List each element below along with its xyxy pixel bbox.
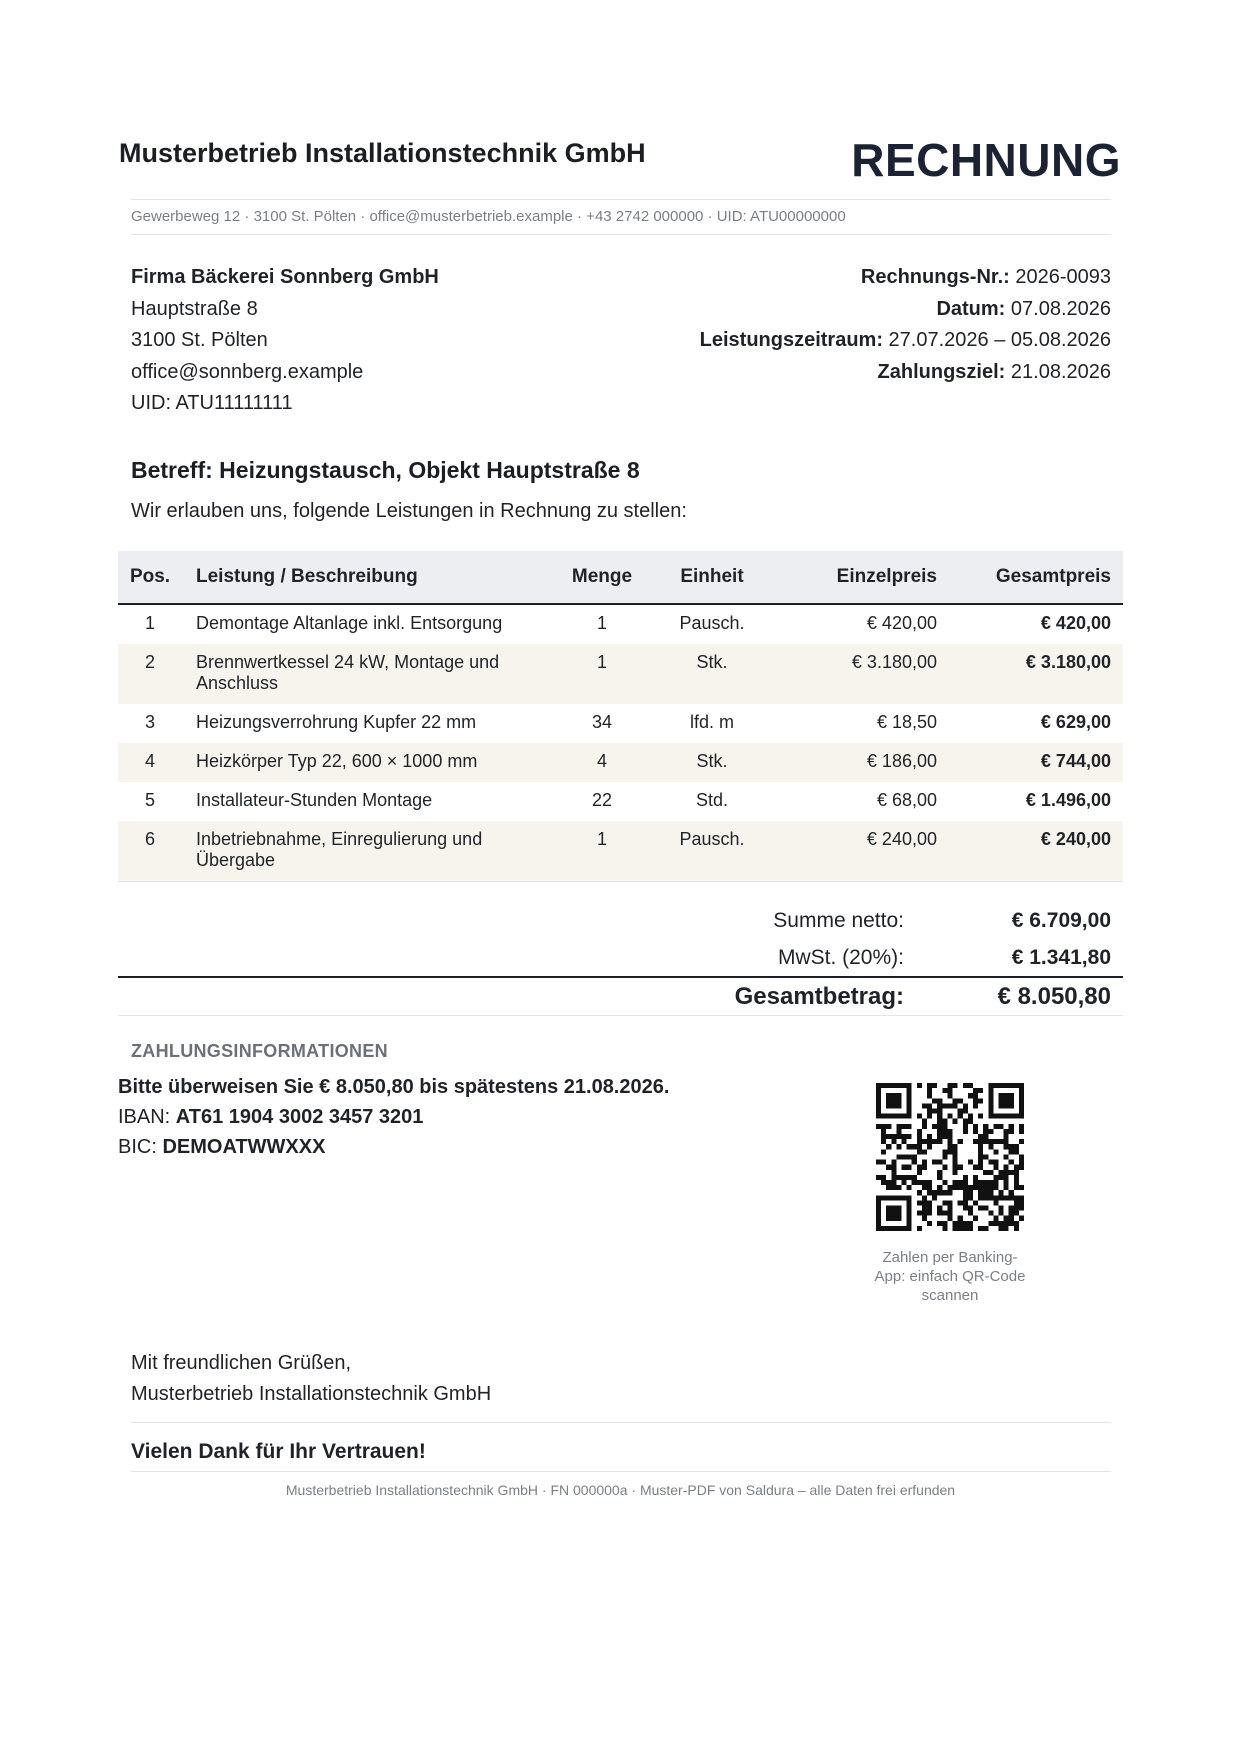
row-unit: Stk. bbox=[657, 743, 767, 782]
table-row bbox=[118, 782, 1123, 821]
row-total: € 744,00 bbox=[939, 743, 1123, 782]
payment-details bbox=[118, 1072, 669, 1162]
col-header-description: Leistung / Beschreibung bbox=[182, 551, 547, 604]
closing-divider bbox=[131, 1422, 1111, 1423]
row-description-text: Brennwertkessel 24 kW, Montage und Anschluss bbox=[196, 652, 500, 693]
row-quantity: 1 bbox=[596, 613, 607, 633]
table-header-row bbox=[118, 551, 1123, 604]
row-description-text: Inbetriebnahme, Einregulierung und Übergabe bbox=[196, 829, 483, 870]
row-total: € 1.496,00 bbox=[1025, 790, 1111, 810]
payment-instruction: Bitte überweisen Sie € 8.050,80 bis spätestens 21.08.2026. bbox=[118, 1076, 670, 1098]
payment-due-label: Zahlungsziel: bbox=[877, 360, 1006, 383]
col-header-unit: Einheit bbox=[657, 551, 767, 604]
row-description: Installateur-Stunden Montage bbox=[196, 790, 433, 810]
closing-block bbox=[131, 1348, 491, 1410]
row-unit: Stk. bbox=[657, 644, 767, 704]
col-header-quantity: Menge bbox=[547, 551, 657, 604]
recipient-uid: UID: ATU11111111 bbox=[131, 392, 293, 414]
service-period-label: Leistungszeitraum: bbox=[699, 329, 883, 351]
row-quantity: 1 bbox=[547, 821, 657, 882]
grand-total-divider bbox=[118, 976, 1123, 978]
row-description bbox=[182, 821, 547, 882]
invoice-number-row bbox=[700, 262, 1111, 294]
iban-value: AT61 1904 3002 3457 3201 bbox=[175, 1106, 424, 1128]
footer-divider bbox=[131, 1471, 1111, 1472]
row-quantity: 4 bbox=[547, 743, 657, 782]
service-period-row bbox=[700, 325, 1111, 357]
recipient-street: Hauptstraße 8 bbox=[131, 297, 258, 320]
table-row bbox=[118, 604, 1123, 644]
row-total: € 420,00 bbox=[1040, 613, 1111, 633]
bic-value: DEMOATWWXXX bbox=[162, 1136, 326, 1158]
invoice-date-row bbox=[700, 294, 1111, 326]
col-header-pos: Pos. bbox=[118, 551, 182, 604]
vat-value: € 1.341,80 bbox=[1011, 946, 1111, 969]
bic-row bbox=[118, 1132, 669, 1162]
row-unit: Pausch. bbox=[657, 821, 767, 882]
row-pos: 2 bbox=[118, 644, 182, 704]
payment-qr-code bbox=[876, 1083, 1024, 1231]
service-period: 27.07.2026 – 05.08.2026 bbox=[883, 329, 1111, 351]
table-row bbox=[118, 644, 1123, 704]
row-unit: lfd. m bbox=[689, 712, 734, 732]
row-pos: 3 bbox=[144, 712, 155, 732]
grand-total-value: € 8.050,80 bbox=[997, 983, 1111, 1010]
row-unit-price: € 240,00 bbox=[767, 821, 939, 882]
row-description: Heizkörper Typ 22, 600 × 1000 mm bbox=[182, 743, 547, 782]
sender-address-line: Gewerbeweg 12 · 3100 St. Pölten · office@musterbetrieb.example · +43 2742 000000 · UID: ATU00000000 bbox=[131, 208, 846, 225]
vat-label: MwSt. (20%): bbox=[777, 946, 904, 969]
line-items-table bbox=[118, 551, 1123, 882]
closing-greeting: Mit freundlichen Grüßen, bbox=[131, 1352, 352, 1374]
closing-signature: Musterbetrieb Installationstechnik GmbH bbox=[131, 1383, 492, 1405]
table-row bbox=[118, 743, 1123, 782]
row-unit-price: € 420,00 bbox=[866, 613, 937, 633]
qr-code-caption: Zahlen per Banking-App: einfach QR-Code scannen bbox=[874, 1249, 1026, 1304]
row-pos: 6 bbox=[118, 821, 182, 882]
row-unit-price: € 3.180,00 bbox=[767, 644, 939, 704]
payment-info-heading: ZAHLUNGSINFORMATIONEN bbox=[131, 1041, 388, 1061]
row-quantity: 1 bbox=[547, 644, 657, 704]
recipient-city: 3100 St. Pölten bbox=[131, 329, 268, 351]
recipient-name: Firma Bäckerei Sonnberg GmbH bbox=[131, 266, 439, 288]
footer-legal-line: Musterbetrieb Installationstechnik GmbH · FN 000000a · Muster-PDF von Saldura – alle Daten frei erfunden bbox=[285, 1482, 956, 1498]
payment-due-row bbox=[700, 357, 1111, 389]
row-total: € 629,00 bbox=[1040, 712, 1111, 732]
thank-you-note: Vielen Dank für Ihr Vertrauen! bbox=[131, 1440, 426, 1463]
row-total: € 3.180,00 bbox=[939, 644, 1123, 704]
row-total: € 240,00 bbox=[939, 821, 1123, 882]
table-row bbox=[118, 821, 1123, 882]
invoice-meta bbox=[700, 262, 1111, 388]
payment-due: 21.08.2026 bbox=[1005, 360, 1111, 383]
bic-label: BIC: bbox=[118, 1136, 163, 1158]
invoice-subject: Betreff: Heizungstausch, Objekt Hauptstraße 8 bbox=[131, 457, 640, 483]
iban-row bbox=[118, 1102, 669, 1132]
col-header-total: Gesamtpreis bbox=[939, 551, 1123, 604]
row-unit: Pausch. bbox=[679, 613, 745, 633]
invoice-number-label: Rechnungs-Nr.: bbox=[860, 266, 1010, 288]
row-pos: 1 bbox=[144, 613, 155, 633]
net-total-label: Summe netto: bbox=[773, 909, 904, 932]
row-quantity: 22 bbox=[591, 790, 613, 810]
row-description: Heizungsverrohrung Kupfer 22 mm bbox=[196, 712, 477, 732]
col-header-unit-price: Einzelpreis bbox=[767, 551, 939, 604]
row-description bbox=[182, 644, 547, 704]
recipient-address bbox=[131, 262, 439, 420]
header-divider-bottom bbox=[131, 234, 1111, 235]
net-total-value: € 6.709,00 bbox=[1011, 909, 1111, 932]
intro-text: Wir erlauben uns, folgende Leistungen in Rechnung zu stellen: bbox=[131, 500, 687, 522]
row-pos: 4 bbox=[118, 743, 182, 782]
iban-label: IBAN: bbox=[118, 1106, 176, 1128]
row-unit: Std. bbox=[695, 790, 729, 810]
recipient-email: office@sonnberg.example bbox=[131, 360, 364, 383]
document-title: RECHNUNG bbox=[851, 134, 1121, 186]
company-name: Musterbetrieb Installationstechnik GmbH bbox=[119, 138, 646, 168]
header-divider-top bbox=[131, 199, 1111, 200]
grand-total-label: Gesamtbetrag: bbox=[734, 983, 904, 1010]
invoice-number: 2026-0093 bbox=[1009, 266, 1111, 288]
row-description: Demontage Altanlage inkl. Entsorgung bbox=[196, 613, 503, 633]
row-unit-price: € 18,50 bbox=[876, 712, 937, 732]
row-unit-price: € 186,00 bbox=[767, 743, 939, 782]
row-pos: 5 bbox=[144, 790, 155, 810]
invoice-date-label: Datum: bbox=[936, 297, 1006, 320]
row-quantity: 34 bbox=[591, 712, 613, 732]
invoice-date: 07.08.2026 bbox=[1005, 297, 1111, 320]
table-row bbox=[118, 704, 1123, 743]
totals-bottom-divider bbox=[118, 1015, 1123, 1016]
row-unit-price: € 68,00 bbox=[876, 790, 937, 810]
